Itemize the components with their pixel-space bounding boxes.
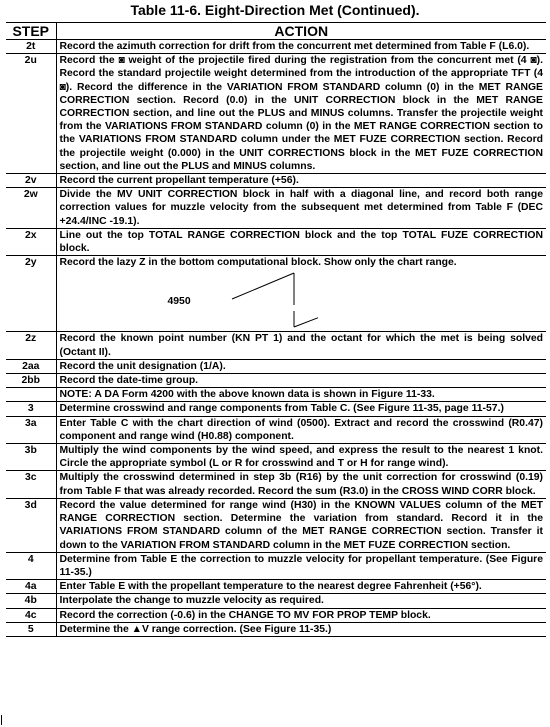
action-text: Determine the ▲V range correction. (See Figure 11-35.) <box>59 623 332 635</box>
action-cell <box>56 228 546 255</box>
action-text: ). <box>522 41 530 52</box>
action-text: ). <box>475 581 482 593</box>
action-cell <box>56 54 546 174</box>
table-row <box>6 622 546 636</box>
action-text: 0 <box>430 81 436 93</box>
step-cell: 2y <box>6 256 56 332</box>
action-text: Record the date-time group. <box>59 375 199 387</box>
action-text: 4 ◙ <box>520 55 537 67</box>
action-text: Record the correction ( <box>59 609 174 621</box>
step-cell: 3d <box>6 498 56 552</box>
table-row <box>6 40 546 54</box>
action-text: 0.0 <box>229 94 245 106</box>
action-text: ) in the CHANGE TO MV FOR PROP TEMP block. <box>191 609 431 621</box>
action-text: Record the current propellant temperature ( <box>59 175 275 187</box>
lazy-z-stroke <box>232 273 294 299</box>
action-text: ). <box>133 215 140 227</box>
table-row <box>6 54 546 174</box>
action-cell <box>56 188 546 229</box>
step-cell: 3a <box>6 416 56 443</box>
table-title: Table 11-6. Eight-Direction Met (Continued). <box>130 2 420 18</box>
action-text: Line out the top TOTAL RANGE CORRECTION block and the top TOTAL FUZE CORRECTION block. <box>59 229 543 255</box>
action-text: 0 <box>309 121 316 133</box>
step-cell: 5 <box>6 622 56 636</box>
action-text: ) in the UNIT CORRECTIONS block in the MET FUZE CORRECTION section, and line out the PLUS and MINUS columns. <box>59 147 543 172</box>
action-text: ) by the unit correction for crosswind ( <box>318 472 520 484</box>
table-row <box>6 374 546 388</box>
action-cell <box>56 388 546 402</box>
action-text: ) in the MET RANGE CORRECTION section. Record ( <box>59 81 543 106</box>
action-text: ). <box>104 346 111 358</box>
action-text: H0.88 <box>200 430 229 442</box>
action-cell <box>56 498 546 552</box>
action-cell <box>56 174 546 188</box>
step-cell: 3b <box>6 444 56 471</box>
action-text: Record the known point number ( <box>59 333 236 345</box>
action-cell <box>56 552 546 579</box>
step-cell: 4 <box>6 552 56 579</box>
action-cell <box>56 416 546 443</box>
table-row <box>6 388 546 402</box>
step-cell: 4a <box>6 580 56 594</box>
action-text: Record the azimuth correction for drift from the concurrent met determined from Table F ( <box>59 41 503 52</box>
table-row <box>6 471 546 498</box>
action-text: Enter Table C with the chart direction of wind ( <box>59 417 301 429</box>
step-cell: 2u <box>6 54 56 174</box>
action-text: +56° <box>453 581 476 593</box>
action-cell <box>56 374 546 388</box>
action-cell <box>56 594 546 608</box>
action-text: Record the value determined for range wind ( <box>59 499 294 511</box>
table-row <box>6 174 546 188</box>
step-cell: 3 <box>6 402 56 416</box>
action-text: Determine crosswind and range components from Table C. (See Figure 11-35, page 11-57.) <box>59 403 504 415</box>
action-cell <box>56 580 546 594</box>
action-text: NOTE <box>59 389 89 401</box>
step-cell: 2v <box>6 174 56 188</box>
step-cell: 3c <box>6 471 56 498</box>
table-row <box>6 332 546 359</box>
action-text: Record the lazy Z in the bottom computational block. Show only the chart range. <box>59 257 457 269</box>
action-text: Enter Table E with the propellant temperature to the nearest degree Fahrenheit ( <box>59 581 454 593</box>
action-text: ) and the octant for which the met is being solved ( <box>59 333 543 358</box>
table-row <box>6 608 546 622</box>
step-cell: 2bb <box>6 374 56 388</box>
table-row <box>6 416 546 443</box>
action-cell <box>56 402 546 416</box>
step-cell: 2aa <box>6 359 56 373</box>
action-text: +56 <box>274 175 293 187</box>
step-cell: 4c <box>6 608 56 622</box>
action-text: Divide the MV UNIT CORRECTION block in half with a diagonal line, and record both range correction values for muzzle velocity from the subsequent met determined from Table F ( <box>59 189 543 214</box>
action-text: 4 ◙ <box>59 68 543 93</box>
table-row <box>6 188 546 229</box>
action-text: Multiply the crosswind determined in step 3b ( <box>59 472 300 484</box>
action-text: ) component. <box>228 430 294 442</box>
table-row <box>6 228 546 255</box>
action-text: ). Record the standard projectile weight determined from the introduction of the appropriate TFT ( <box>59 55 543 80</box>
action-text: DEC +24.4/INC -19.1 <box>59 202 543 227</box>
action-column-header: ACTION <box>56 23 546 40</box>
action-text: KN PT 1 <box>235 333 279 345</box>
header-row <box>6 23 546 40</box>
step-cell: 4b <box>6 594 56 608</box>
action-text: L6.0 <box>502 41 523 52</box>
steps-table <box>6 22 546 637</box>
action-text: ◙ <box>118 55 125 67</box>
action-text: ). Extract and record the crosswind ( <box>323 417 512 429</box>
step-cell: 2z <box>6 332 56 359</box>
action-text: ) in the KNOWN VALUES column of the MET RANGE CORRECTION section. Determine the variation from standard. Record it in the VARIATIONS FROM STANDARD column of the MET RANGE CORRECTION section. Transfer it down to the VARIATION FROM STANDARD column in the MET FUZE CORRECTION section. <box>59 499 543 551</box>
margin-bar <box>1 715 2 725</box>
action-text: H30 <box>293 499 313 511</box>
lazy-z-figure <box>60 269 544 331</box>
action-text: : A DA Form 4200 with the above known data is shown in Figure 11-33. <box>88 389 435 401</box>
action-cell <box>56 444 546 471</box>
action-text: ) in the UNIT CORRECTION block in the MET RANGE CORRECTION section, and line out the PLUS and MINUS columns. Transfer the projectile weight from the VARIATIONS FROM STANDARD column ( <box>59 94 543 133</box>
table-row <box>6 594 546 608</box>
action-text: ). Record the difference in the VARIATION FROM STANDARD column ( <box>65 81 431 93</box>
action-text: Multiply the wind components by the wind speed, and express the result to the nearest 1 knot. Circle the appropriate symbol (L or R for crosswind and T or H for range wind). <box>59 445 543 470</box>
action-text: Determine from Table E the correction to muzzle velocity for propellant temperature. (See Figure 11-35.) <box>59 553 543 578</box>
action-text: 0.000 <box>171 147 198 159</box>
table-row <box>6 256 546 332</box>
table-row <box>6 498 546 552</box>
action-text: -0.6 <box>173 609 192 621</box>
step-column-header: STEP <box>6 23 56 40</box>
action-cell <box>56 256 546 332</box>
action-cell <box>56 622 546 636</box>
lazy-z-value: 4950 <box>167 296 191 308</box>
action-cell <box>56 608 546 622</box>
action-text: 1/A <box>203 360 220 372</box>
step-cell: 2x <box>6 228 56 255</box>
action-text: 0.19 <box>519 472 540 484</box>
action-text: ) in the CROSS WIND CORR block. <box>364 485 536 497</box>
action-cell <box>56 359 546 373</box>
action-text: ) component and range wind ( <box>59 417 543 442</box>
step-cell: 2w <box>6 188 56 229</box>
action-text: ) from Table F that was already recorded. Record the sum ( <box>59 472 544 497</box>
action-text: weight of the projectile fired during the registration from the concurrent met ( <box>124 55 521 67</box>
action-text: ) in the MET RANGE CORRECTION section to the VARIATIONS FROM STANDARD column under the MET FUZE CORRECTION section. Record the projectile weight ( <box>59 121 543 159</box>
action-cell <box>56 332 546 359</box>
step-cell <box>6 388 56 402</box>
lazy-z-lines <box>228 271 318 331</box>
step-cell: 2t <box>6 40 56 54</box>
action-text: R0.47 <box>511 417 540 429</box>
table-row <box>6 444 546 471</box>
action-text: ). <box>219 360 226 372</box>
action-text: 0500 <box>300 417 324 429</box>
action-text: Record the unit designation ( <box>59 360 204 372</box>
action-text: Record the <box>59 55 119 67</box>
steps-body <box>6 40 546 637</box>
table-row <box>6 402 546 416</box>
lazy-z-stroke <box>294 317 318 327</box>
action-text: Interpolate the change to muzzle velocity as required. <box>59 595 324 607</box>
action-text: R3.0 <box>342 485 365 497</box>
action-text: R16 <box>299 472 319 484</box>
table-row <box>6 580 546 594</box>
action-cell <box>56 471 546 498</box>
action-text: ). <box>292 175 299 187</box>
action-text: Octant II <box>62 346 105 358</box>
table-row <box>6 359 546 373</box>
table-row <box>6 552 546 579</box>
action-cell <box>56 40 546 54</box>
